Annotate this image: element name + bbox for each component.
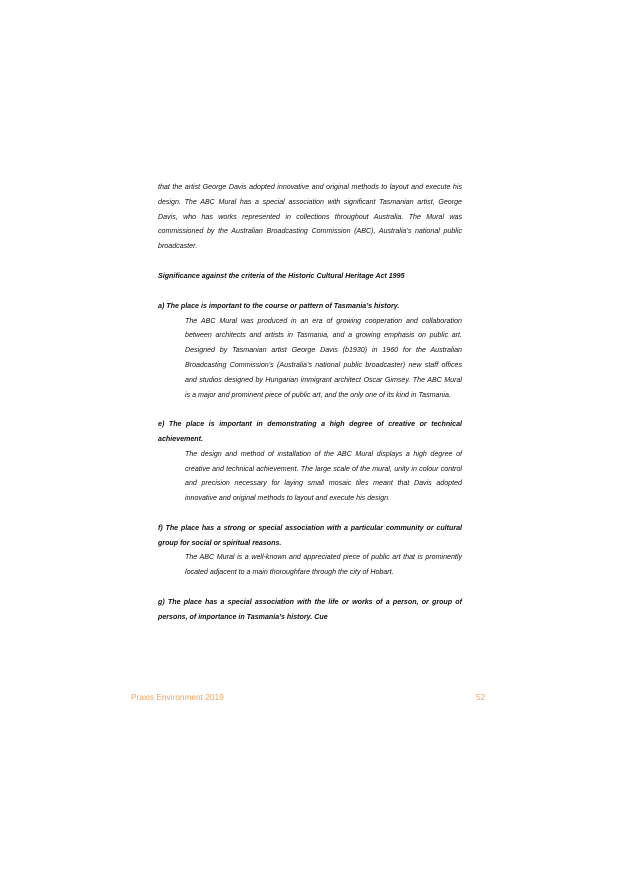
criterion-a-heading: a) The place is important to the course or pattern of Tasmania’s history. bbox=[158, 301, 400, 310]
criterion-g-heading: g) The place has a special association with the life or works of a person, or group of persons, of importance in Tasmania’s history. Cue bbox=[158, 597, 462, 621]
intro-paragraph: that the artist George Davis adopted innovative and original methods to layout and execute his design. The ABC Mural has a special association with significant Tasmanian artist, George Davis, who has works represented in collections throughout Australia. The Mural was commissioned by the Australian Broadcasting Commission (ABC), Australia’s national public broadcaster. bbox=[158, 183, 462, 251]
body-text bbox=[158, 180, 462, 624]
criterion-f-heading: f) The place has a strong or special association with a particular community or cultural group for social or spiritual reasons. bbox=[158, 523, 462, 547]
footer-publisher: Praxis Environment 2019 bbox=[131, 692, 224, 702]
criterion-f-body: The ABC Mural is a well-known and appreciated piece of public art that is prominently located adjacent to a main thoroughfare through the city of Hobart. bbox=[185, 553, 462, 577]
criterion-e-heading: e) The place is important in demonstrating a high degree of creative or technical achievement. bbox=[158, 420, 462, 443]
significance-heading: Significance against the criteria of the Historic Cultural Heritage Act 1995 bbox=[158, 271, 405, 280]
criterion-e-body: The design and method of installation of the ABC Mural displays a high degree of creative and technical achievement. The large scale of the mural, unity in colour control and precision necessary for laying small mosaic tiles meant that Davis adopted innovative and original methods to layout and execute his design. bbox=[185, 449, 462, 503]
criterion-a-body: The ABC Mural was produced in an era of growing cooperation and collaboration between architects and artists in Tasmania, and a growing emphasis on public art. Designed by Tasmanian artist George Davis (b1930) in 1960 for the Australian Broadcasting Commission’s (Australia’s national public broadcaster) new staff offices and studios designed by Hungarian immigrant architect Oscar Gimsey. The ABC Mural is a major and prominent piece of public art, and the only one of its kind in Tasmania. bbox=[185, 316, 462, 399]
page-number: 52 bbox=[476, 692, 486, 702]
